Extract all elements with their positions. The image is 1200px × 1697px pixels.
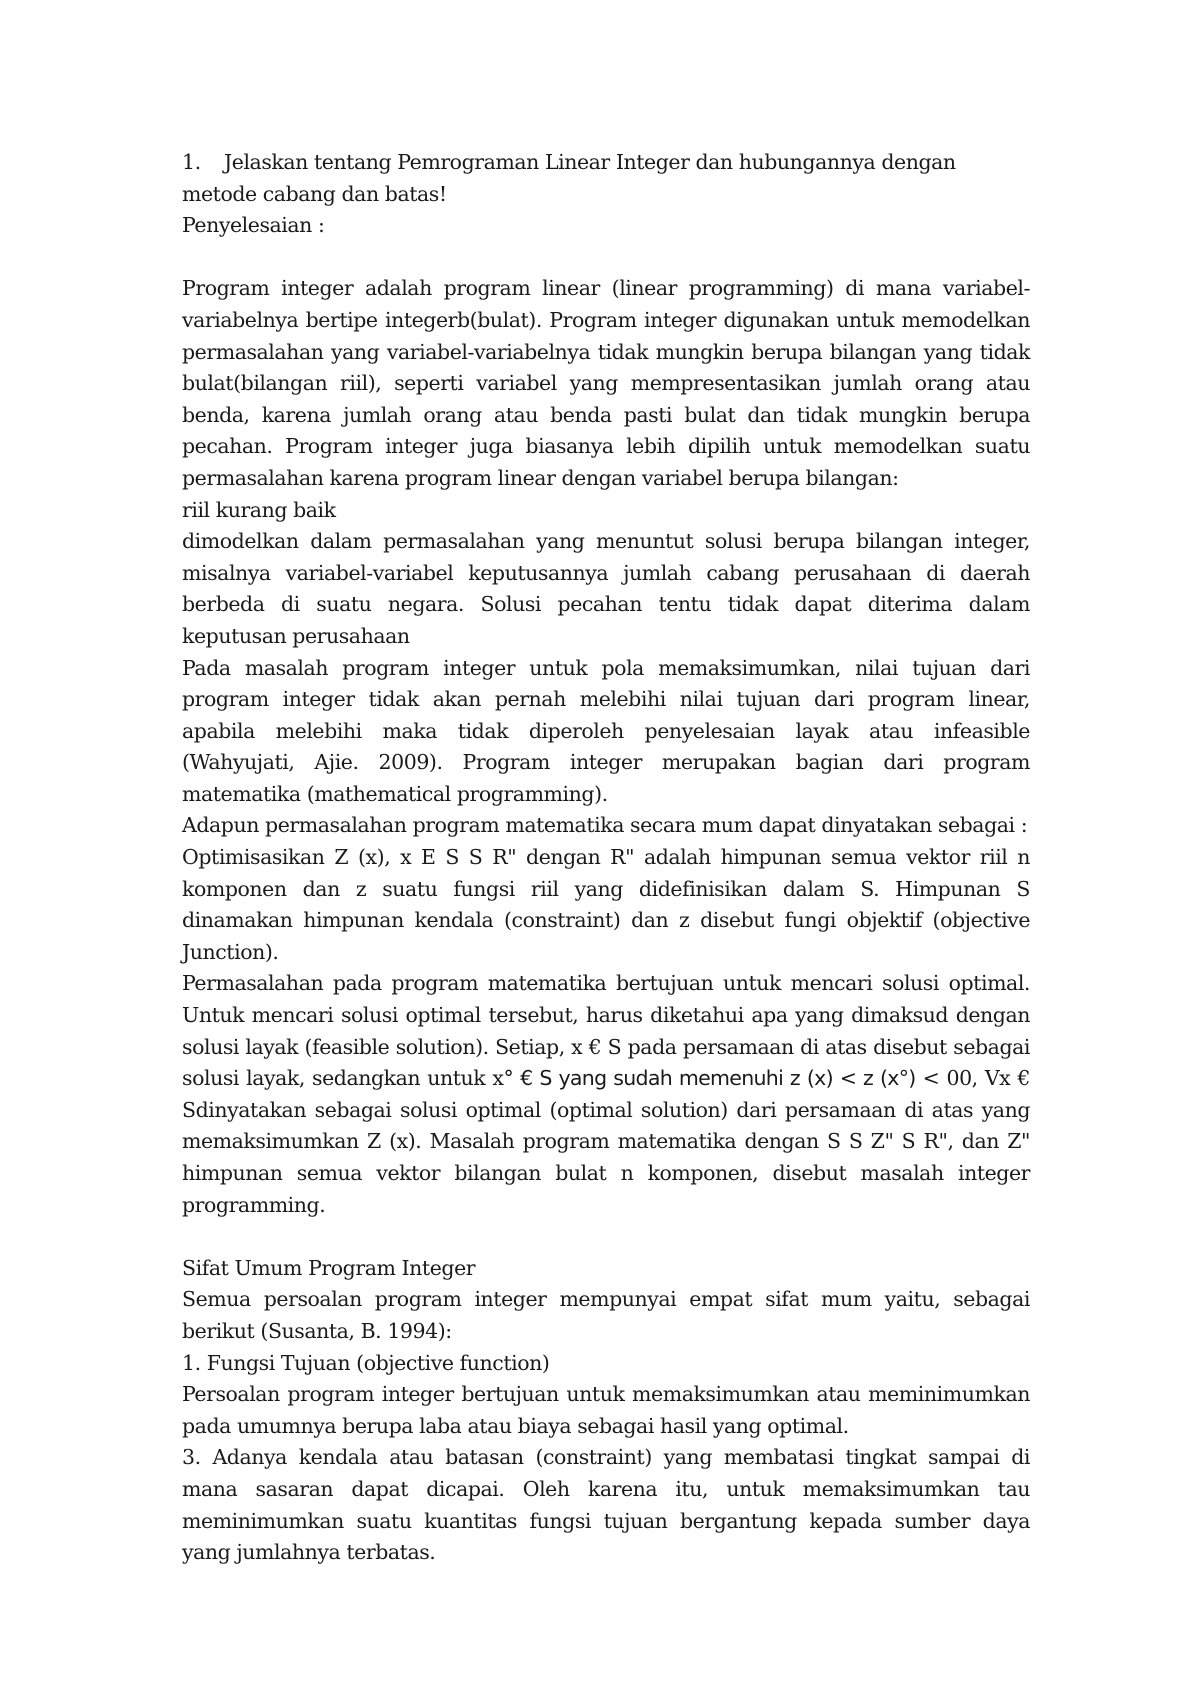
document-page <box>182 147 1030 1569</box>
question-number: 1. <box>182 150 201 174</box>
question-text: Jelaskan tentang Pemrograman Linear Integer dan hubungannya dengan metode cabang dan batas! <box>182 150 956 206</box>
blank-line <box>182 242 1030 274</box>
item-1-title: 1. Fungsi Tujuan (objective function) <box>182 1350 550 1375</box>
item-1-text: Persoalan program integer bertujuan untuk memaksimumkan atau meminimumkan pada umumnya berupa laba atau biaya sebagai hasil yang optimal. <box>182 1382 1030 1438</box>
paragraph-optimal-solution <box>182 968 1030 1221</box>
optimal-text-a: Permasalahan pada program matematika bertujuan untuk mencari solusi optimal. Untuk mencari solusi optimal tersebut, harus diketahui apa yang dimaksud dengan solusi layak (feasible solution). Setiap, x € S pada persamaan di atas disebut sebagai solusi layak, sedangkan untuk x° <box>182 971 1030 1091</box>
paragraph-riil: riil kurang baik <box>182 497 336 522</box>
paragraph-maximize: Pada masalah program integer untuk pola memaksimumkan, nilai tujuan dari program integer tidak akan pernah melebihi nilai tujuan dari program linear, apabila melebihi maka tidak diperoleh penyelesaian layak atau infeasible (Wahyujati, Ajie. 2009). Program integer merupakan bagian dari program matematika (mathematical programming). <box>182 655 1030 806</box>
item-3-text: 3. Adanya kendala atau batasan (constraint) yang membatasi tingkat sampai di mana sasaran dapat dicapai. Oleh karena itu, untuk memaksimumkan tau meminimumkan suatu kuantitas fungsi tujuan bergantung kepada sumber daya yang jumlahnya terbatas. <box>182 1445 1030 1565</box>
optimal-text-c: < 00, Vx € Sdinyatakan sebagai solusi optimal (optimal solution) dari persamaan di atas yang memaksimumkan Z (x). Masalah program matematika dengan S S Z" S R", dan Z" himpunan semua vektor bilangan bulat n komponen, disebut masalah integer programming. <box>182 1066 1030 1217</box>
paragraph-optimization: Optimisasikan Z (x), x E S S R" dengan R" adalah himpunan semua vektor riil n komponen dan z suatu fungsi riil yang didefinisikan dalam S. Himpunan S dinamakan himpunan kendala (constraint) dan z disebut fungi objektif (objective Junction). <box>182 845 1030 964</box>
optimal-text-b: € S yang sudah memenuhi z (x) < z (x°) <box>513 1066 916 1091</box>
paragraph-definition: Program integer adalah program linear (linear programming) di mana variabel-variabelnya bertipe integerb(bulat). Program integer digunakan untuk memodelkan permasalahan yang variabel-variabelnya tidak mungkin berupa bilangan yang tidak bulat(bilangan riil), seperti variabel yang mempresentasikan jumlah orang atau benda, karena jumlah orang atau benda pasti bulat dan tidak mungkin berupa pecahan. Program integer juga biasanya lebih dipilih untuk memodelkan suatu permasalahan karena program linear dengan variabel berupa bilangan: <box>182 276 1030 490</box>
question-1 <box>182 147 1030 210</box>
paragraph-general-problem: Adapun permasalahan program matematika secara mum dapat dinyatakan sebagai : <box>182 813 1028 838</box>
answer-label: Penyelesaian : <box>182 213 325 238</box>
blank-line <box>182 1221 1030 1253</box>
section-intro: Semua persoalan program integer mempunyai empat sifat mum yaitu, sebagai berikut (Susanta, B. 1994): <box>182 1287 1030 1343</box>
section-heading: Sifat Umum Program Integer <box>182 1255 476 1280</box>
paragraph-modeling: dimodelkan dalam permasalahan yang menuntut solusi berupa bilangan integer, misalnya variabel-variabel keputusannya jumlah cabang perusahaan di daerah berbeda di suatu negara. Solusi pecahan tentu tidak dapat diterima dalam keputusan perusahaan <box>182 529 1030 648</box>
